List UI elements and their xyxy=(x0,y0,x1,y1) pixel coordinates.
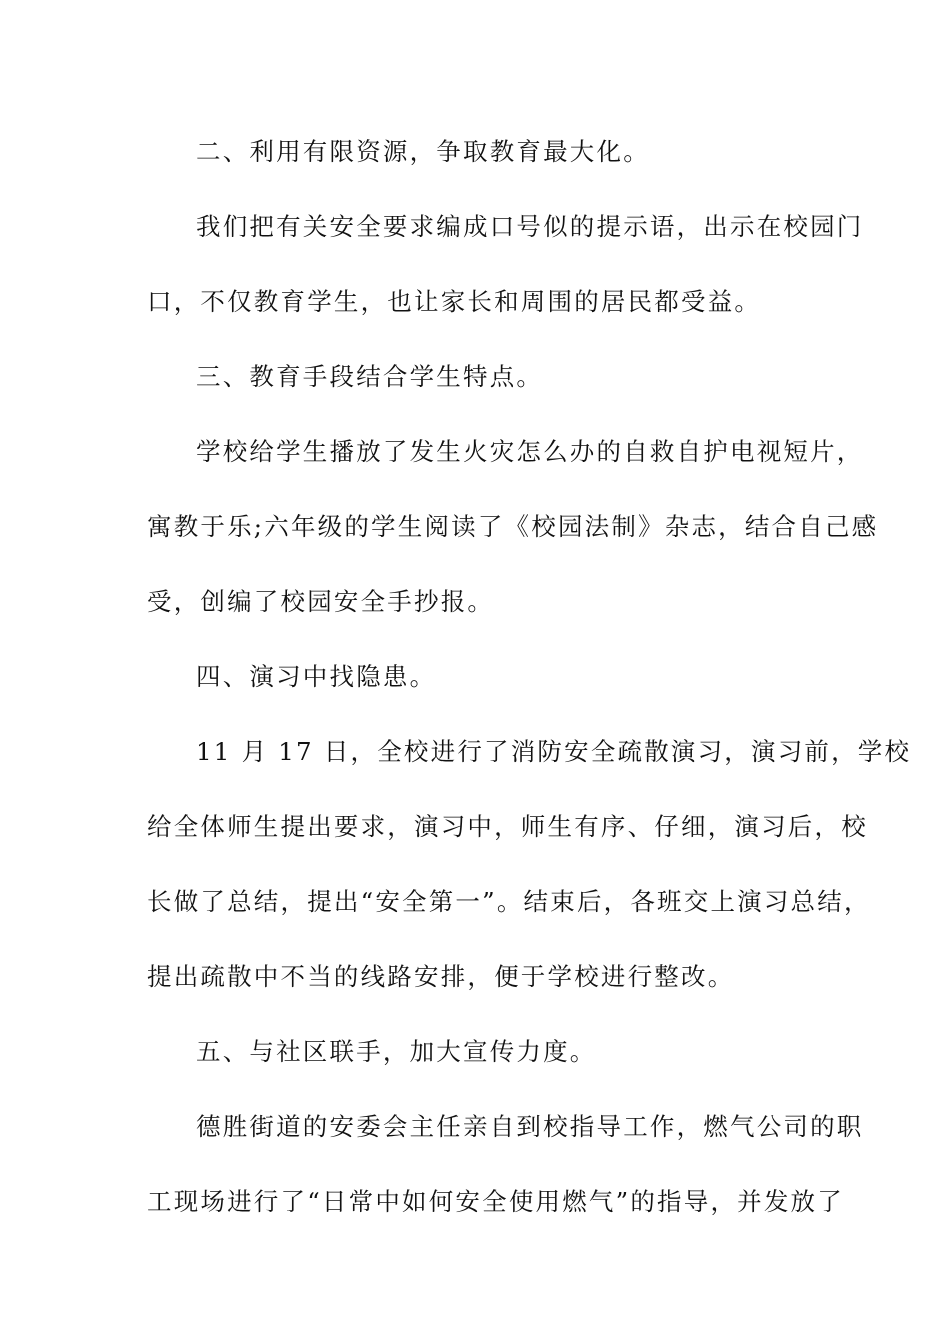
section-heading-4: 四、演习中找隐患。 xyxy=(196,662,437,691)
paragraph-line: 学校给学生播放了发生火灾怎么办的自救自护电视短片， xyxy=(196,437,864,466)
paragraph-line: 口，不仅教育学生，也让家长和周围的居民都受益。 xyxy=(147,287,762,316)
paragraph-line: 长做了总结，提出“安全第一”。结束后，各班交上演习总结， xyxy=(147,887,871,916)
paragraph-line: 德胜街道的安委会主任亲自到校指导工作，燃气公司的职 xyxy=(196,1112,864,1141)
paragraph-line: 受，创编了校园安全手抄报。 xyxy=(147,587,495,616)
paragraph-line: 11 月 17 日，全校进行了消防安全疏散演习，演习前，学校 xyxy=(196,737,912,766)
paragraph-line: 给全体师生提出要求，演习中，师生有序、仔细，演习后，校 xyxy=(147,812,868,841)
section-heading-5: 五、与社区联手，加大宣传力度。 xyxy=(196,1037,597,1066)
document-body xyxy=(147,128,912,1253)
section-heading-2: 二、利用有限资源，争取教育最大化。 xyxy=(196,137,650,166)
paragraph-line: 提出疏散中不当的线路安排，便于学校进行整改。 xyxy=(147,962,735,991)
paragraph-line: 我们把有关安全要求编成口号似的提示语，出示在校园门 xyxy=(196,212,864,241)
paragraph-line: 工现场进行了“日常中如何安全使用燃气”的指导，并发放了 xyxy=(147,1187,844,1216)
section-heading-3: 三、教育手段结合学生特点。 xyxy=(196,362,544,391)
paragraph-line: 寓教于乐;六年级的学生阅读了《校园法制》杂志，结合自己感 xyxy=(147,512,879,541)
